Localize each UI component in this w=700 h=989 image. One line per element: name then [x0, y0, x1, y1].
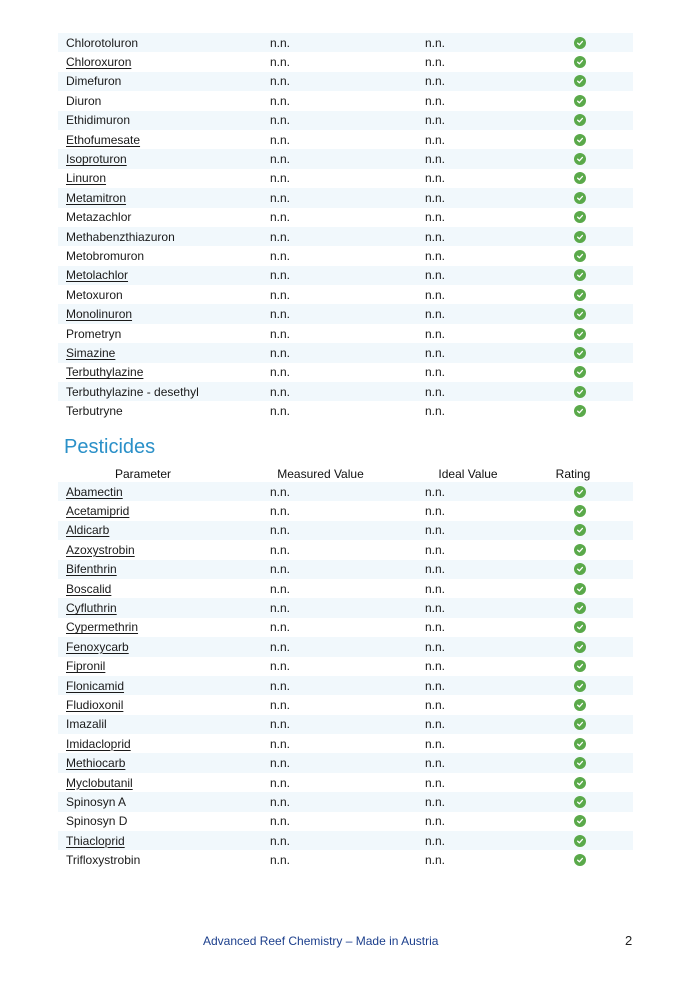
parameter-cell — [58, 485, 262, 499]
ideal-value: n.n. — [425, 35, 446, 50]
ideal-value: n.n. — [425, 620, 446, 635]
measured-value: n.n. — [270, 678, 291, 693]
check-circle-icon — [574, 796, 586, 808]
ideal-value: n.n. — [425, 736, 446, 751]
table-row — [58, 149, 633, 168]
ideal-value: n.n. — [425, 794, 446, 809]
parameter-link[interactable]: Simazine — [66, 345, 116, 360]
measured-value: n.n. — [270, 55, 291, 70]
parameter-cell — [58, 346, 262, 360]
parameter-link[interactable]: Terbuthylazine — [66, 365, 144, 380]
table-row — [58, 598, 633, 617]
measured-value: n.n. — [270, 35, 291, 50]
parameter-link[interactable]: Boscalid — [66, 581, 112, 596]
ideal-value: n.n. — [425, 326, 446, 341]
parameter-cell — [58, 94, 262, 108]
section-title-pesticides: Pesticides — [64, 436, 156, 458]
herbicides-table — [58, 33, 633, 421]
parameter-cell — [58, 640, 262, 654]
header-parameter: Parameter — [114, 467, 172, 481]
check-circle-icon — [574, 544, 586, 556]
ideal-value: n.n. — [425, 853, 446, 868]
parameter-name: Terbutryne — [66, 404, 123, 419]
parameter-name: Metobromuron — [66, 248, 145, 263]
ideal-value: n.n. — [425, 717, 446, 732]
ideal-value: n.n. — [425, 659, 446, 674]
check-circle-icon — [574, 211, 586, 223]
measured-value: n.n. — [270, 659, 291, 674]
rating-cell — [567, 114, 633, 126]
rating-cell — [567, 405, 633, 417]
table-row — [58, 266, 633, 285]
table-row — [58, 831, 633, 850]
parameter-cell — [58, 152, 262, 166]
parameter-cell — [58, 620, 262, 634]
parameter-cell — [58, 756, 262, 770]
check-circle-icon — [574, 75, 586, 87]
parameter-cell — [58, 210, 262, 224]
check-circle-icon — [574, 95, 586, 107]
ideal-value: n.n. — [425, 229, 446, 244]
parameter-name: Terbuthylazine - desethyl — [66, 384, 199, 399]
parameter-cell — [58, 288, 262, 302]
check-circle-icon — [574, 56, 586, 68]
rating-cell — [567, 583, 633, 595]
table-row — [58, 773, 633, 792]
check-circle-icon — [574, 114, 586, 126]
check-circle-icon — [574, 172, 586, 184]
check-circle-icon — [574, 835, 586, 847]
check-circle-icon — [574, 386, 586, 398]
rating-cell — [567, 738, 633, 750]
rating-cell — [567, 835, 633, 847]
parameter-link[interactable]: Flonicamid — [66, 678, 125, 693]
check-circle-icon — [574, 602, 586, 614]
rating-cell — [567, 134, 633, 146]
parameter-link[interactable]: Isoproturon — [66, 152, 127, 167]
table-row — [58, 246, 633, 265]
parameter-link[interactable]: Methiocarb — [66, 756, 126, 771]
parameter-cell — [58, 776, 262, 790]
rating-cell — [567, 602, 633, 614]
measured-value: n.n. — [270, 268, 291, 283]
table-row — [58, 753, 633, 772]
rating-cell — [567, 796, 633, 808]
rating-cell — [567, 524, 633, 536]
ideal-value: n.n. — [425, 55, 446, 70]
table-row — [58, 91, 633, 110]
parameter-cell — [58, 582, 262, 596]
check-circle-icon — [574, 854, 586, 866]
check-circle-icon — [574, 347, 586, 359]
table-row — [58, 734, 633, 753]
check-circle-icon — [574, 718, 586, 730]
parameter-link[interactable]: Monolinuron — [66, 307, 133, 322]
check-circle-icon — [574, 269, 586, 281]
measured-value: n.n. — [270, 639, 291, 654]
rating-cell — [567, 328, 633, 340]
parameter-cell — [58, 113, 262, 127]
measured-value: n.n. — [270, 775, 291, 790]
rating-cell — [567, 621, 633, 633]
rating-cell — [567, 289, 633, 301]
ideal-value: n.n. — [425, 775, 446, 790]
ideal-value: n.n. — [425, 287, 446, 302]
parameter-cell — [58, 365, 262, 379]
rating-cell — [567, 56, 633, 68]
rating-cell — [567, 269, 633, 281]
table-row — [58, 521, 633, 540]
measured-value: n.n. — [270, 562, 291, 577]
parameter-cell — [58, 679, 262, 693]
measured-value: n.n. — [270, 152, 291, 167]
check-circle-icon — [574, 134, 586, 146]
parameter-cell — [58, 717, 262, 731]
parameter-name: Spinosyn D — [66, 814, 128, 829]
parameter-cell — [58, 133, 262, 147]
table-row — [58, 540, 633, 559]
parameter-cell — [58, 698, 262, 712]
measured-value: n.n. — [270, 697, 291, 712]
table-row — [58, 343, 633, 362]
table-row — [58, 169, 633, 188]
parameter-name: Trifloxystrobin — [66, 853, 141, 868]
measured-value: n.n. — [270, 171, 291, 186]
page-number: 2 — [625, 933, 633, 948]
parameter-cell — [58, 795, 262, 809]
check-circle-icon — [574, 37, 586, 49]
measured-value: n.n. — [270, 74, 291, 89]
measured-value: n.n. — [270, 484, 291, 499]
measured-value: n.n. — [270, 853, 291, 868]
measured-value: n.n. — [270, 93, 291, 108]
rating-cell — [567, 231, 633, 243]
measured-value: n.n. — [270, 601, 291, 616]
measured-value: n.n. — [270, 190, 291, 205]
table-row — [58, 285, 633, 304]
table-row — [58, 676, 633, 695]
ideal-value: n.n. — [425, 210, 446, 225]
check-circle-icon — [574, 524, 586, 536]
table-row — [58, 33, 633, 52]
measured-value: n.n. — [270, 384, 291, 399]
parameter-link[interactable]: Aldicarb — [66, 523, 110, 538]
header-measured-value: Measured Value — [277, 467, 364, 481]
measured-value: n.n. — [270, 504, 291, 519]
parameter-name: Ethidimuron — [66, 113, 131, 128]
check-circle-icon — [574, 777, 586, 789]
parameter-cell — [58, 601, 262, 615]
rating-cell — [567, 854, 633, 866]
pesticides-table — [58, 482, 633, 870]
table-row — [58, 382, 633, 401]
parameter-link[interactable]: Ethofumesate — [66, 132, 141, 147]
check-circle-icon — [574, 328, 586, 340]
rating-cell — [567, 563, 633, 575]
table-row — [58, 208, 633, 227]
measured-value: n.n. — [270, 113, 291, 128]
rating-cell — [567, 308, 633, 320]
table-row — [58, 130, 633, 149]
measured-value: n.n. — [270, 794, 291, 809]
check-circle-icon — [574, 192, 586, 204]
rating-cell — [567, 37, 633, 49]
ideal-value: n.n. — [425, 345, 446, 360]
parameter-cell — [58, 504, 262, 518]
measured-value: n.n. — [270, 210, 291, 225]
rating-cell — [567, 544, 633, 556]
check-circle-icon — [574, 680, 586, 692]
table-row — [58, 850, 633, 869]
ideal-value: n.n. — [425, 581, 446, 596]
rating-cell — [567, 486, 633, 498]
parameter-link[interactable]: Chloroxuron — [66, 55, 132, 70]
rating-cell — [567, 777, 633, 789]
header-ideal-value: Ideal Value — [438, 467, 498, 481]
ideal-value: n.n. — [425, 833, 446, 848]
parameter-cell — [58, 74, 262, 88]
rating-cell — [567, 95, 633, 107]
parameter-name: Metoxuron — [66, 287, 123, 302]
parameter-link[interactable]: Cypermethrin — [66, 620, 139, 635]
rating-cell — [567, 505, 633, 517]
table-row — [58, 812, 633, 831]
ideal-value: n.n. — [425, 484, 446, 499]
parameter-cell — [58, 404, 262, 418]
ideal-value: n.n. — [425, 639, 446, 654]
parameter-cell — [58, 327, 262, 341]
ideal-value: n.n. — [425, 814, 446, 829]
parameter-name: Diuron — [66, 93, 102, 108]
rating-cell — [567, 172, 633, 184]
table-row — [58, 482, 633, 501]
ideal-value: n.n. — [425, 678, 446, 693]
parameter-cell — [58, 249, 262, 263]
parameter-name: Dimefuron — [66, 74, 122, 89]
check-circle-icon — [574, 289, 586, 301]
ideal-value: n.n. — [425, 697, 446, 712]
parameter-cell — [58, 659, 262, 673]
rating-cell — [567, 366, 633, 378]
table-row — [58, 618, 633, 637]
parameter-name: Prometryn — [66, 326, 122, 341]
table-row — [58, 111, 633, 130]
parameter-cell — [58, 230, 262, 244]
parameter-link[interactable]: Fenoxycarb — [66, 639, 129, 654]
measured-value: n.n. — [270, 345, 291, 360]
check-circle-icon — [574, 660, 586, 672]
parameter-link[interactable]: Fipronil — [66, 659, 106, 674]
table-row — [58, 401, 633, 420]
ideal-value: n.n. — [425, 74, 446, 89]
table-row — [58, 227, 633, 246]
footer-text: Advanced Reef Chemistry – Made in Austria — [203, 934, 439, 948]
ideal-value: n.n. — [425, 756, 446, 771]
measured-value: n.n. — [270, 756, 291, 771]
ideal-value: n.n. — [425, 113, 446, 128]
parameter-cell — [58, 191, 262, 205]
parameter-cell — [58, 307, 262, 321]
ideal-value: n.n. — [425, 562, 446, 577]
table-row — [58, 560, 633, 579]
rating-cell — [567, 153, 633, 165]
parameter-link[interactable]: Abamectin — [66, 484, 123, 499]
parameter-cell — [58, 562, 262, 576]
table-row — [58, 637, 633, 656]
parameter-link[interactable]: Azoxystrobin — [66, 542, 135, 557]
check-circle-icon — [574, 505, 586, 517]
check-circle-icon — [574, 405, 586, 417]
ideal-value: n.n. — [425, 365, 446, 380]
rating-cell — [567, 699, 633, 711]
table-row — [58, 501, 633, 520]
check-circle-icon — [574, 815, 586, 827]
ideal-value: n.n. — [425, 248, 446, 263]
check-circle-icon — [574, 699, 586, 711]
measured-value: n.n. — [270, 307, 291, 322]
ideal-value: n.n. — [425, 132, 446, 147]
measured-value: n.n. — [270, 736, 291, 751]
ideal-value: n.n. — [425, 190, 446, 205]
check-circle-icon — [574, 621, 586, 633]
ideal-value: n.n. — [425, 171, 446, 186]
measured-value: n.n. — [270, 248, 291, 263]
rating-cell — [567, 211, 633, 223]
check-circle-icon — [574, 250, 586, 262]
ideal-value: n.n. — [425, 523, 446, 538]
measured-value: n.n. — [270, 581, 291, 596]
parameter-link[interactable]: Acetamiprid — [66, 504, 130, 519]
rating-cell — [567, 757, 633, 769]
parameter-name: Metazachlor — [66, 210, 132, 225]
parameter-cell — [58, 55, 262, 69]
ideal-value: n.n. — [425, 504, 446, 519]
ideal-value: n.n. — [425, 542, 446, 557]
parameter-cell — [58, 814, 262, 828]
measured-value: n.n. — [270, 132, 291, 147]
table-row — [58, 579, 633, 598]
ideal-value: n.n. — [425, 307, 446, 322]
ideal-value: n.n. — [425, 404, 446, 419]
rating-cell — [567, 641, 633, 653]
ideal-value: n.n. — [425, 601, 446, 616]
rating-cell — [567, 680, 633, 692]
rating-cell — [567, 718, 633, 730]
rating-cell — [567, 192, 633, 204]
rating-cell — [567, 347, 633, 359]
table-row — [58, 715, 633, 734]
table-row — [58, 324, 633, 343]
rating-cell — [567, 250, 633, 262]
measured-value: n.n. — [270, 523, 291, 538]
check-circle-icon — [574, 231, 586, 243]
check-circle-icon — [574, 757, 586, 769]
table-row — [58, 52, 633, 71]
check-circle-icon — [574, 641, 586, 653]
parameter-name: Spinosyn A — [66, 794, 127, 809]
table-row — [58, 363, 633, 382]
parameter-link[interactable]: Metamitron — [66, 190, 127, 205]
measured-value: n.n. — [270, 326, 291, 341]
parameter-cell — [58, 268, 262, 282]
ideal-value: n.n. — [425, 384, 446, 399]
ideal-value: n.n. — [425, 93, 446, 108]
check-circle-icon — [574, 738, 586, 750]
table-row — [58, 657, 633, 676]
parameter-name: Methabenzthiazuron — [66, 229, 175, 244]
parameter-cell — [58, 543, 262, 557]
table-row — [58, 792, 633, 811]
parameter-link[interactable]: Fludioxonil — [66, 697, 124, 712]
parameter-cell — [58, 171, 262, 185]
parameter-cell — [58, 523, 262, 537]
check-circle-icon — [574, 563, 586, 575]
parameter-link[interactable]: Cyfluthrin — [66, 601, 117, 616]
check-circle-icon — [574, 583, 586, 595]
parameter-cell — [58, 737, 262, 751]
measured-value: n.n. — [270, 229, 291, 244]
parameter-link[interactable]: Myclobutanil — [66, 775, 133, 790]
parameter-link[interactable]: Bifenthrin — [66, 562, 117, 577]
measured-value: n.n. — [270, 365, 291, 380]
header-rating: Rating — [555, 467, 591, 481]
table-row — [58, 72, 633, 91]
table-row — [58, 304, 633, 323]
rating-cell — [567, 75, 633, 87]
measured-value: n.n. — [270, 717, 291, 732]
parameter-cell — [58, 385, 262, 399]
parameter-link[interactable]: Linuron — [66, 171, 107, 186]
parameter-name: Imazalil — [66, 717, 107, 732]
parameter-cell — [58, 36, 262, 50]
parameter-link[interactable]: Thiacloprid — [66, 833, 125, 848]
table-row — [58, 188, 633, 207]
check-circle-icon — [574, 486, 586, 498]
parameter-link[interactable]: Metolachlor — [66, 268, 129, 283]
measured-value: n.n. — [270, 620, 291, 635]
parameter-cell — [58, 834, 262, 848]
check-circle-icon — [574, 366, 586, 378]
check-circle-icon — [574, 153, 586, 165]
rating-cell — [567, 815, 633, 827]
table-row — [58, 695, 633, 714]
measured-value: n.n. — [270, 833, 291, 848]
rating-cell — [567, 386, 633, 398]
rating-cell — [567, 660, 633, 672]
check-circle-icon — [574, 308, 586, 320]
measured-value: n.n. — [270, 404, 291, 419]
ideal-value: n.n. — [425, 152, 446, 167]
parameter-link[interactable]: Imidacloprid — [66, 736, 131, 751]
parameter-name: Chlorotoluron — [66, 35, 139, 50]
parameter-cell — [58, 853, 262, 867]
ideal-value: n.n. — [425, 268, 446, 283]
measured-value: n.n. — [270, 542, 291, 557]
measured-value: n.n. — [270, 814, 291, 829]
measured-value: n.n. — [270, 287, 291, 302]
